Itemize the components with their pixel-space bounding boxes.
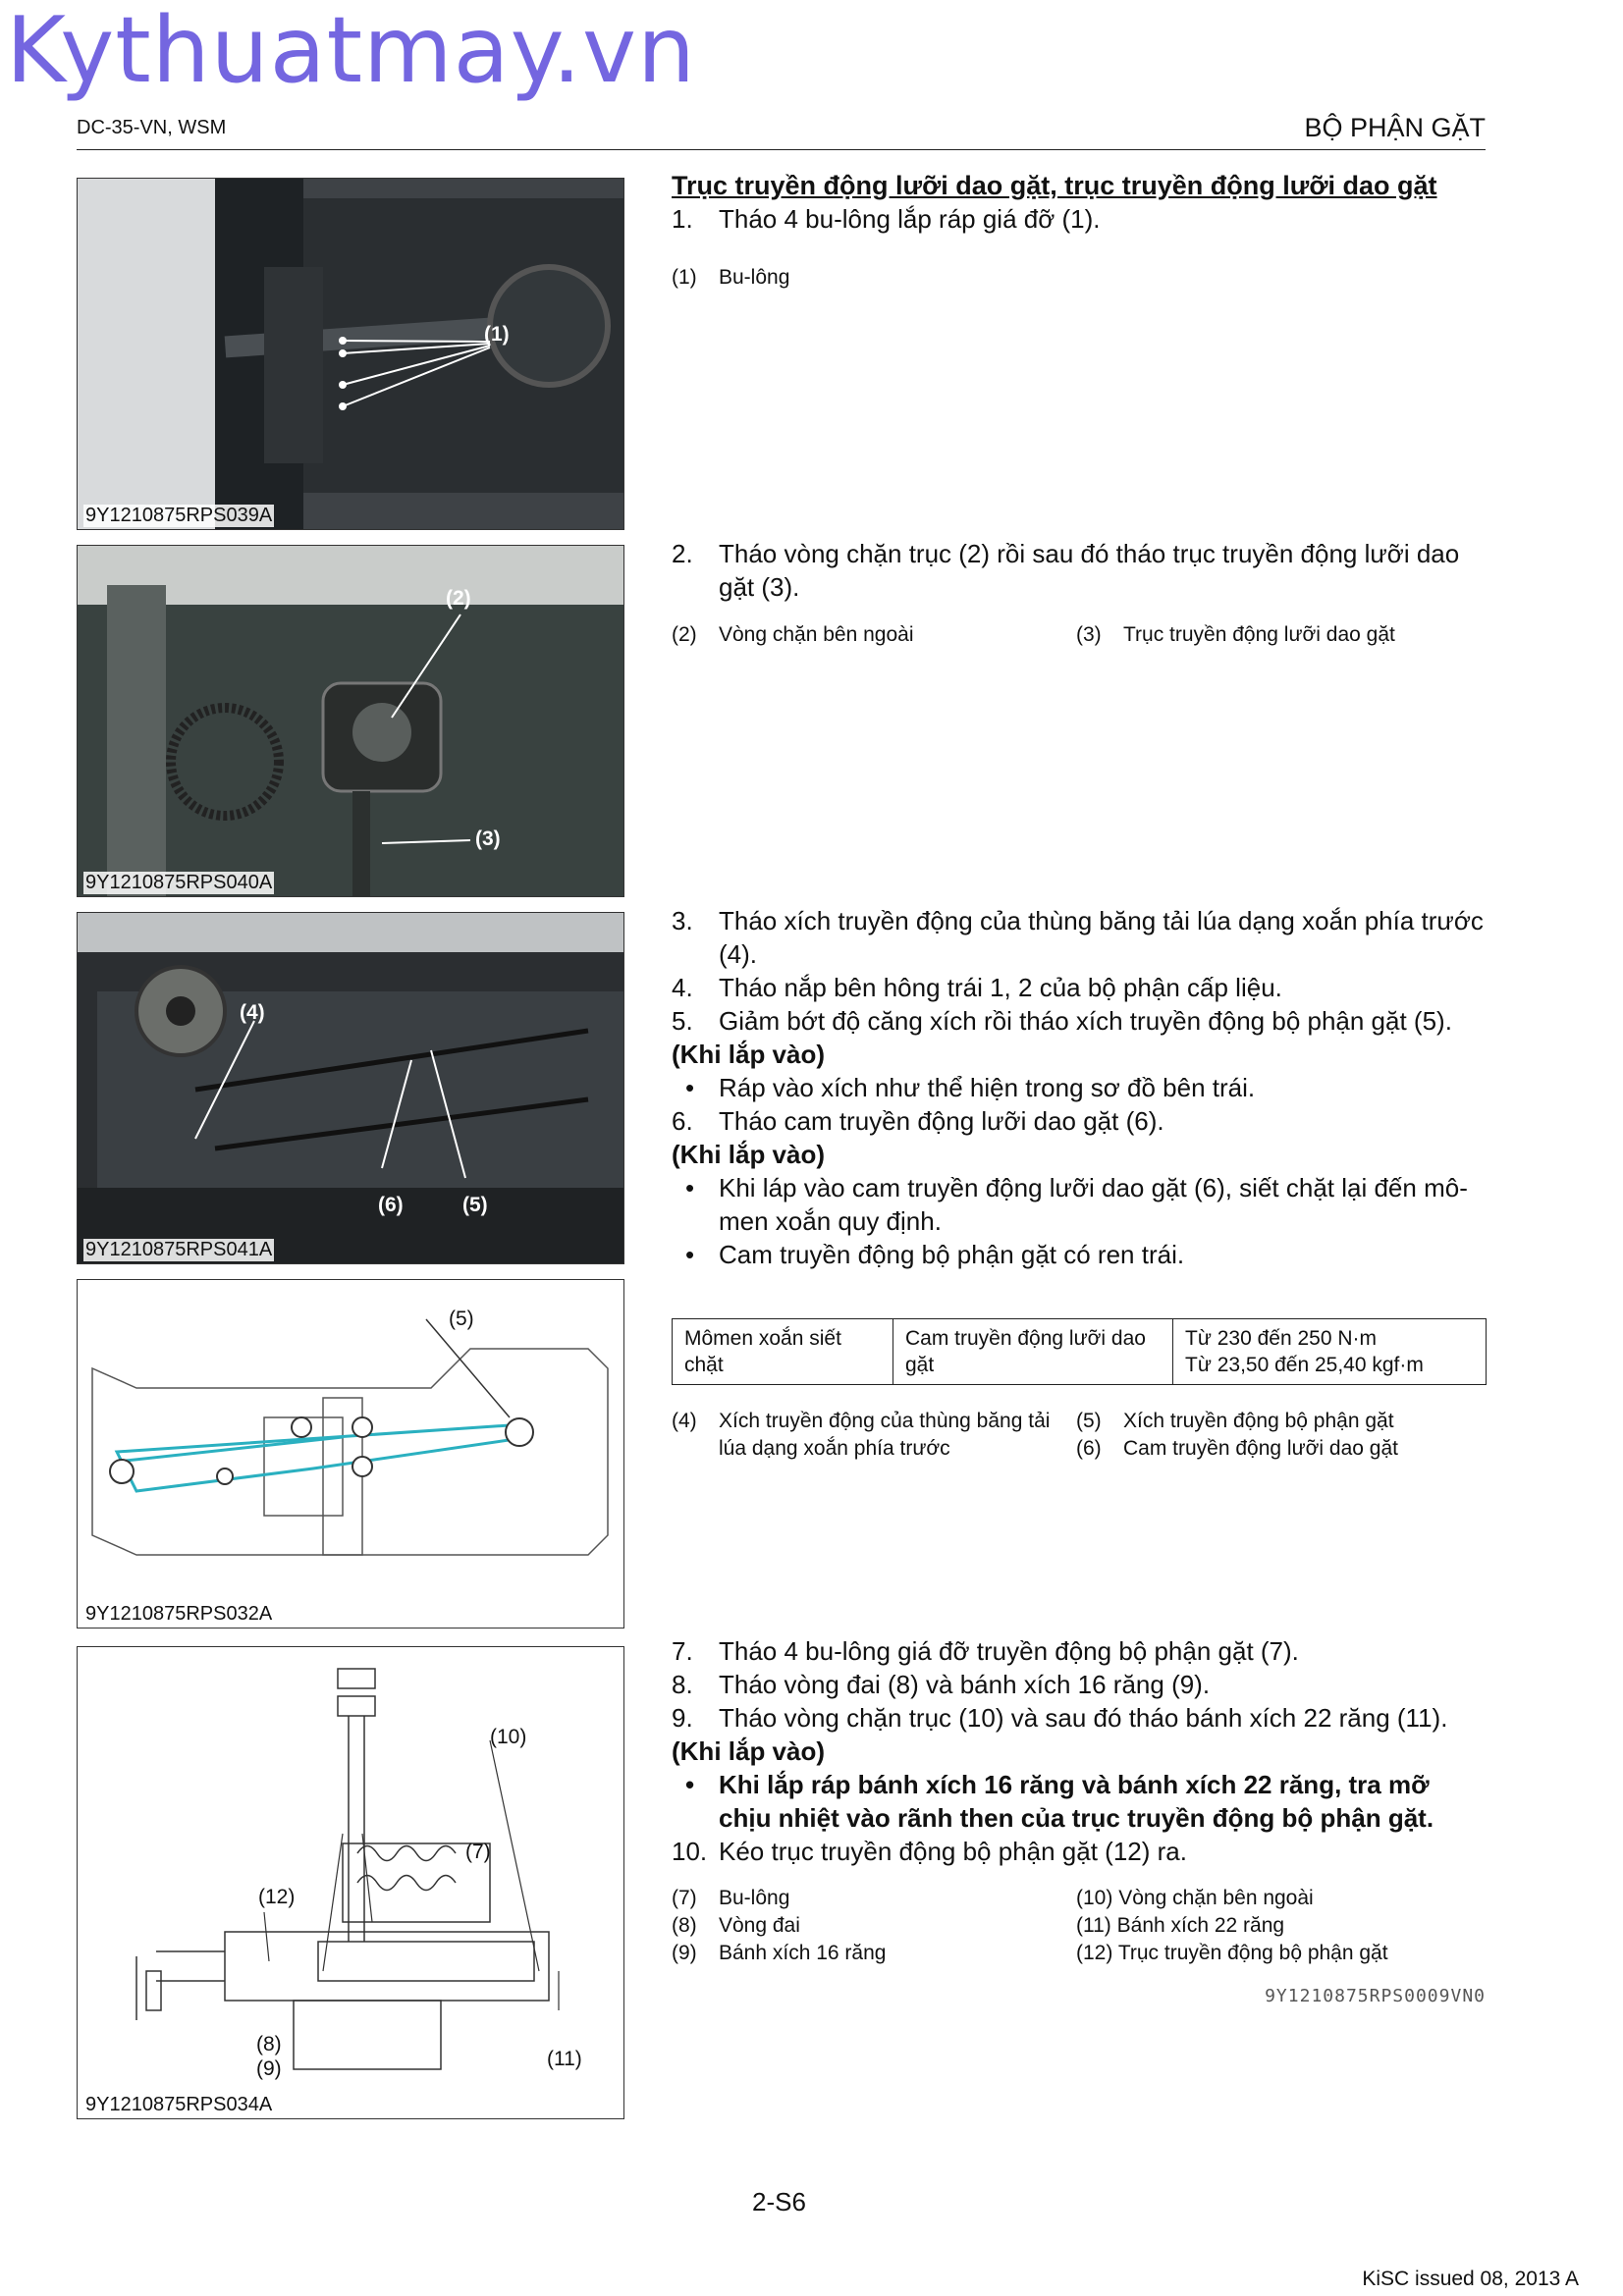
step-text: Tháo 4 bu-lông giá đỡ truyền động bộ phận gặt (7).	[719, 1636, 1299, 1666]
step-number: 4.	[672, 973, 693, 1002]
figure-4-image	[78, 1280, 623, 1628]
figure-2-photo	[77, 545, 624, 897]
torque-table	[672, 1318, 1487, 1385]
step-text: Tháo vòng chặn trục (10) và sau đó tháo bánh xích 22 răng (11).	[719, 1703, 1448, 1733]
legend-4	[672, 1885, 1487, 1973]
bullet-dot: •	[685, 1770, 695, 1799]
legend-number: (6)	[1076, 1437, 1102, 1460]
legend-number: (2)	[672, 623, 697, 646]
step-text: Tháo cam truyền động lưỡi dao gặt (6).	[719, 1106, 1164, 1136]
legend-text: Bu-lông	[719, 266, 790, 289]
callout-9: (9)	[256, 2057, 282, 2080]
page-number: 2-S6	[752, 2187, 806, 2216]
legend-1	[672, 264, 1487, 294]
bullet-dot: •	[685, 1073, 695, 1102]
step-number: 9.	[672, 1703, 693, 1733]
step-text: Tháo nắp bên hông trái 1, 2 của bộ phận cấp liệu.	[719, 973, 1282, 1002]
note-bullet	[672, 1238, 1487, 1271]
callout-7: (7)	[465, 1841, 491, 1863]
torque-value-kgf: Từ 23,50 đến 25,40 kgf·m	[1185, 1354, 1424, 1376]
legend-text: Xích truyền động bộ phận gặt	[1123, 1410, 1394, 1432]
when-installing-label: (Khi lắp vào)	[672, 1040, 826, 1069]
step-6	[672, 1104, 1487, 1138]
legend-number: (8)	[672, 1914, 697, 1937]
callout-5: (5)	[449, 1308, 474, 1330]
step-text: Kéo trục truyền động bộ phận gặt (12) ra.	[719, 1837, 1187, 1866]
step-number: 2.	[672, 539, 693, 568]
legend-text: Bánh xích 16 răng	[719, 1942, 887, 1964]
section-2	[672, 537, 1487, 604]
figure-code: 9Y1210875RPS039A	[85, 505, 273, 526]
legend-text: Xích truyền động của thùng băng tải lúa dạng xoắn phía trước	[719, 1410, 1051, 1460]
legend-text: Trục truyền động bộ phận gặt	[1117, 1942, 1388, 1964]
step-number: 7.	[672, 1636, 693, 1666]
when-installing-label: (Khi lắp vào)	[672, 1736, 826, 1766]
bullet-text: Khi láp vào cam truyền động lưỡi dao gặt (6), siết chặt lại đến mô-men xoắn quy định.	[719, 1173, 1468, 1236]
watermark: Kythuatmay.vn	[6, 0, 696, 103]
section-1	[672, 169, 1487, 236]
legend-3	[672, 1408, 1487, 1467]
figure-code: 9Y1210875RPS034A	[85, 2094, 273, 2115]
step-text: Tháo xích truyền động của thùng băng tải lúa dạng xoắn phía trước (4).	[719, 906, 1484, 969]
note-bullet	[672, 1071, 1487, 1104]
legend-number: (4)	[672, 1410, 697, 1432]
legend-text: Vòng chặn bên ngoài	[719, 623, 914, 646]
note-bullet	[672, 1171, 1487, 1238]
legend-number: (3)	[1076, 623, 1102, 646]
legend-text: Vòng đai	[719, 1914, 800, 1937]
header-section: BỘ PHẬN GẶT	[1304, 113, 1486, 142]
bullet-text: Ráp vào xích như thể hiện trong sơ đồ bên trái.	[719, 1073, 1256, 1102]
torque-part: Cam truyền động lưỡi dao gặt	[893, 1319, 1173, 1385]
callout-2: (2)	[446, 587, 471, 610]
step-text: Tháo vòng đai (8) và bánh xích 16 răng (9).	[719, 1670, 1211, 1699]
legend-text: Bánh xích 22 răng	[1116, 1914, 1285, 1937]
header-model: DC-35-VN, WSM	[77, 117, 227, 138]
figure-3-photo	[77, 912, 624, 1264]
legend-number: (5)	[1076, 1410, 1102, 1432]
figure-2-image	[78, 546, 623, 896]
step-text: Giảm bớt độ căng xích rồi tháo xích truyền động bộ phận gặt (5).	[719, 1006, 1452, 1036]
figure-4-diagram	[77, 1279, 624, 1629]
step-text: Tháo vòng chặn trục (2) rồi sau đó tháo trục truyền động lưỡi dao gặt (3).	[719, 539, 1460, 602]
bullet-dot: •	[685, 1240, 695, 1269]
step-2	[672, 537, 1487, 604]
step-number: 8.	[672, 1670, 693, 1699]
callout-1: (1)	[484, 323, 510, 346]
legend-number: (10)	[1076, 1887, 1113, 1909]
figure-code: 9Y1210875RPS040A	[85, 872, 273, 893]
step-number: 10.	[672, 1837, 708, 1866]
step-number: 6.	[672, 1106, 693, 1136]
bullet-dot: •	[685, 1173, 695, 1202]
note-bullet	[672, 1768, 1487, 1835]
step-number: 5.	[672, 1006, 693, 1036]
legend-text: Bu-lông	[719, 1887, 790, 1909]
step-text: Tháo 4 bu-lông lắp ráp giá đỡ (1).	[719, 204, 1101, 234]
torque-label: Mômen xoắn siết chặt	[673, 1319, 893, 1385]
torque-values	[1173, 1319, 1487, 1385]
step-number: 3.	[672, 906, 693, 935]
section-title: Trục truyền động lưỡi dao gặt, trục truyền động lưỡi dao gặt	[672, 171, 1437, 200]
document-id: 9Y1210875RPS0009VN0	[1265, 1986, 1486, 2006]
bullet-text: Cam truyền động bộ phận gặt có ren trái.	[719, 1240, 1185, 1269]
figure-1-photo	[77, 178, 624, 530]
figure-5-diagram	[77, 1646, 624, 2119]
when-installing-label: (Khi lắp vào)	[672, 1140, 826, 1169]
step-7	[672, 1634, 1487, 1668]
legend-number: (11)	[1076, 1914, 1111, 1937]
figure-1-image	[78, 179, 623, 529]
step-8	[672, 1668, 1487, 1701]
legend-2	[672, 621, 1487, 651]
legend-text: Vòng chặn bên ngoài	[1118, 1887, 1314, 1909]
section-3	[672, 904, 1487, 1271]
section-4	[672, 1634, 1487, 1868]
legend-text: Cam truyền động lưỡi dao gặt	[1123, 1437, 1398, 1460]
legend-number: (9)	[672, 1942, 697, 1964]
legend-number: (12)	[1076, 1942, 1113, 1964]
torque-value-nm: Từ 230 đến 250 N·m	[1185, 1327, 1377, 1350]
issued-note: KiSC issued 08, 2013 A	[1362, 2268, 1579, 2290]
callout-3: (3)	[475, 828, 501, 850]
figure-3-image	[78, 913, 623, 1263]
step-10	[672, 1835, 1487, 1868]
callout-5: (5)	[462, 1194, 488, 1216]
step-5	[672, 1004, 1487, 1038]
callout-10: (10)	[490, 1726, 527, 1748]
callout-12: (12)	[258, 1886, 296, 1908]
step-9	[672, 1701, 1487, 1735]
figure-code: 9Y1210875RPS032A	[85, 1603, 273, 1625]
step-1	[672, 202, 1487, 236]
callout-11: (11)	[547, 2048, 582, 2070]
callout-4: (4)	[240, 1001, 265, 1024]
legend-text: Trục truyền động lưỡi dao gặt	[1123, 623, 1395, 646]
callout-8: (8)	[256, 2033, 282, 2056]
step-number: 1.	[672, 204, 693, 234]
legend-number: (1)	[672, 266, 697, 289]
figure-code: 9Y1210875RPS041A	[85, 1239, 273, 1260]
callout-6: (6)	[378, 1194, 404, 1216]
figure-5-image	[78, 1647, 623, 2118]
header-rule	[77, 149, 1486, 150]
step-4	[672, 971, 1487, 1004]
bullet-text: Khi lắp ráp bánh xích 16 răng và bánh xích 22 răng, tra mỡ chịu nhiệt vào rãnh then của trục truyền động bộ phận gặt.	[719, 1770, 1434, 1833]
step-3	[672, 904, 1487, 971]
legend-number: (7)	[672, 1887, 697, 1909]
